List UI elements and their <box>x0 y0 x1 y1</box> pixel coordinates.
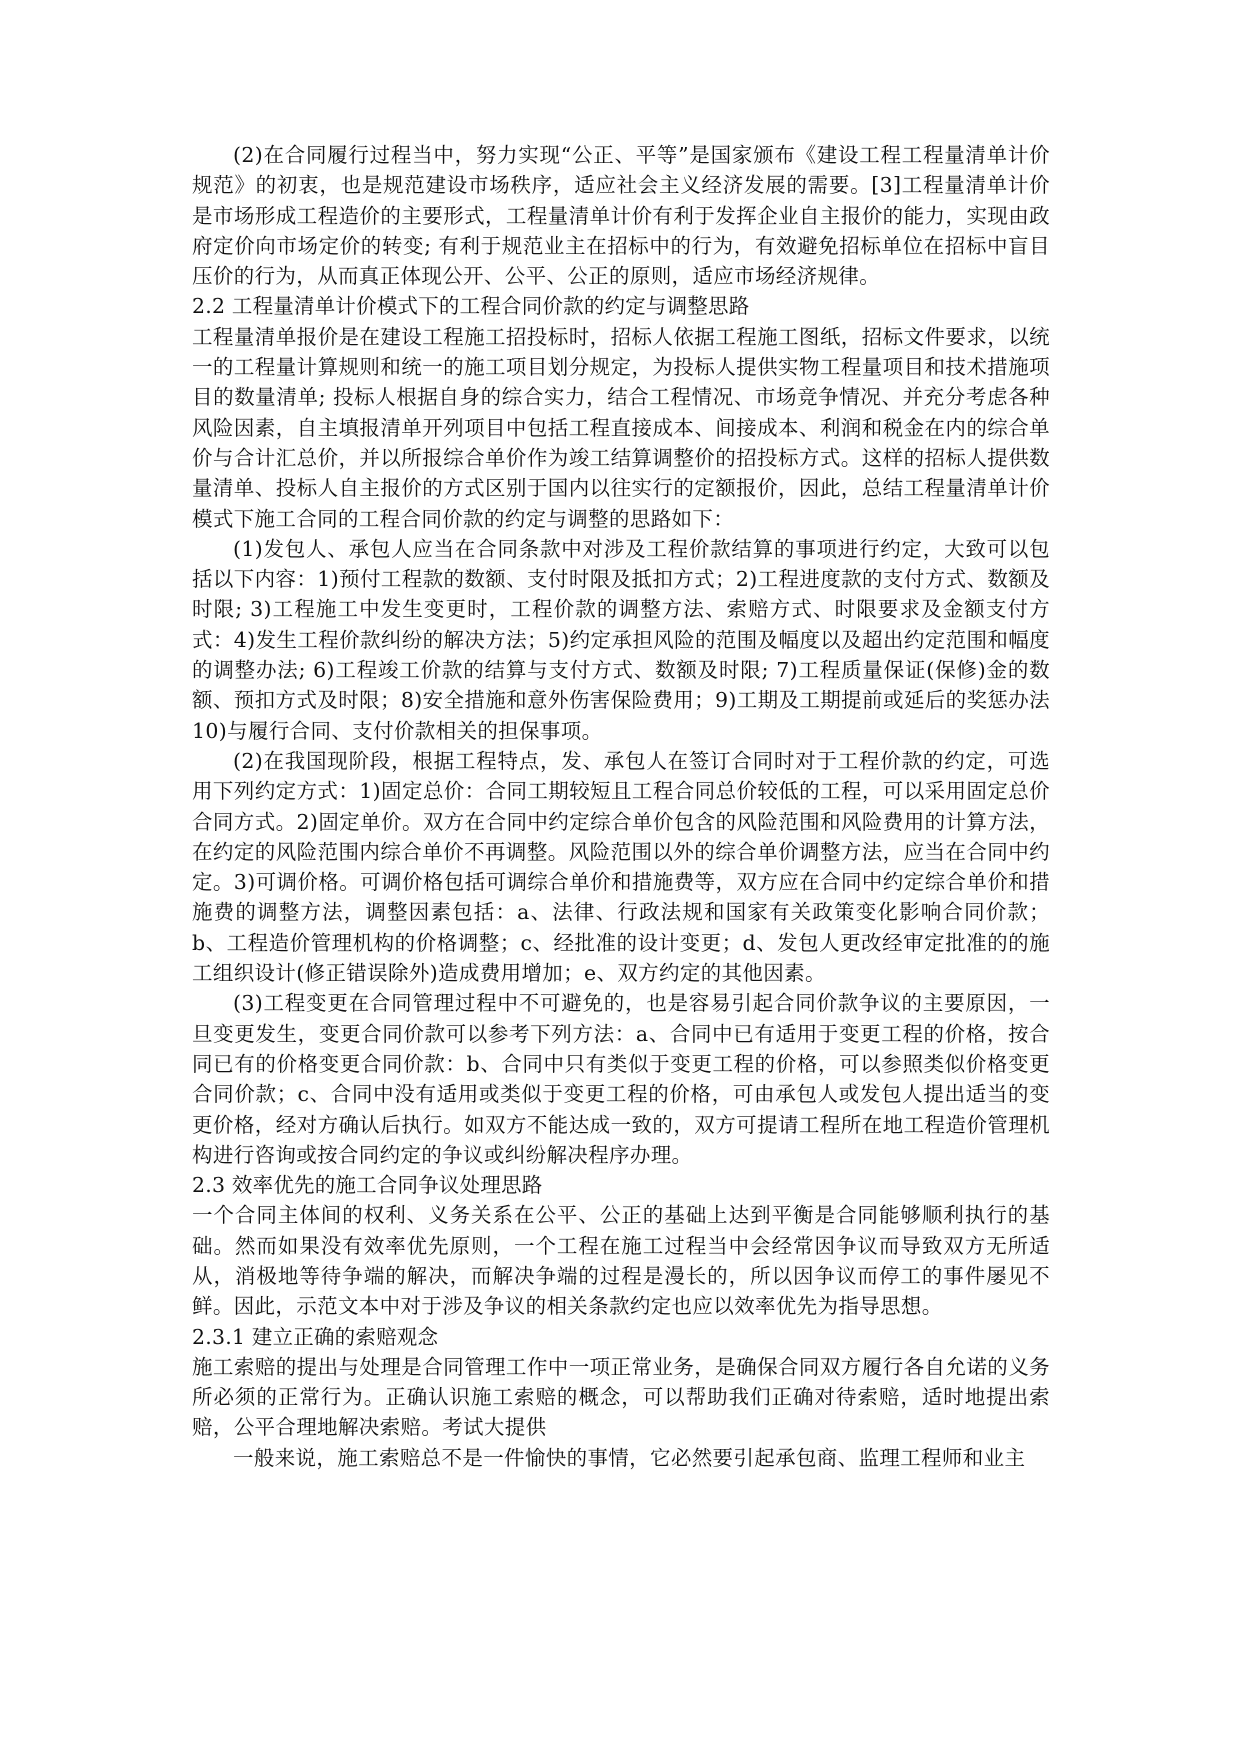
paragraph-price-agreement-methods: (2)在我国现阶段，根据工程特点，发、承包人在签订合同时对于工程价款的约定，可选用下列约定方式：1)固定总价：合同工期较短且工程合同总价较低的工程，可以采用固定总价合同方式。2)固定单价。双方在合同中约定综合单价包含的风险范围和风险费用的计算方法，在约定的风险范围内综合单价不再调整。风险范围以外的综合单价调整方法，应当在合同中约定。3)可调价格。可调价格包括可调综合单价和措施费等，双方应在合同中约定综合单价和措施费的调整方法，调整因素包括：a、法律、行政法规和国家有关政策变化影响合同价款；b、工程造价管理机构的价格调整；c、经批准的设计变更；d、发包人更改经审定批准的的施工组织设计(修正错误除外)造成费用增加；e、双方约定的其他因素。 <box>192 748 1050 986</box>
section-heading-2-2: 2.2 工程量清单计价模式下的工程合同价款的约定与调整思路 <box>192 294 750 319</box>
paragraph-bill-of-quantities: 工程量清单报价是在建设工程施工招投标时，招标人依据工程施工图纸，招标文件要求，以统一的工程量计算规则和统一的施工项目划分规定，为投标人提供实物工程量项目和技术措施项目的数量清单; 投标人根据自身的综合实力，结合工程情况、市场竞争情况、并充分考虑各种风险因素，自主填报清单开列项目中包括工程直接成本、间接成本、利润和税金在内的综合单价与合计汇总价，并以所报综合单价作为竣工结算调整价的招投标方式。这样的招标人提供数量清单、投标人自主报价的方式区别于国内以往实行的定额报价，因此，总结工程量清单计价模式下施工合同的工程合同价款的约定与调整的思路如下： <box>192 324 1050 531</box>
paragraph-efficiency-priority: 一个合同主体间的权利、义务关系在公平、公正的基础上达到平衡是合同能够顺利执行的基础。然而如果没有效率优先原则，一个工程在施工过程当中会经常因争议而导致双方无所适从，消极地等待争端的解决，而解决争端的过程是漫长的，所以因争议而停工的事件屡见不鲜。因此，示范文本中对于涉及争议的相关条款约定也应以效率优先为指导思想。 <box>192 1203 1050 1319</box>
paragraph-claims-concept: 施工索赔的提出与处理是合同管理工作中一项正常业务，是确保合同双方履行各自允诺的义务所必须的正常行为。正确认识施工索赔的概念，可以帮助我们正确对待索赔，适时地提出索赔，公平合理地解决索赔。考试大提供 <box>192 1354 1050 1440</box>
paragraph-fair-equal: (2)在合同履行过程当中，努力实现“公正、平等”是国家颁布《建设工程工程量清单计价规范》的初衷，也是规范建设市场秩序，适应社会主义经济发展的需要。[3]工程量清单计价是市场形成工程造价的主要形式，工程量清单计价有利于发挥企业自主报价的能力，实现由政府定价向市场定价的转变; 有利于规范业主在招标中的行为，有效避免招标单位在招标中盲目压价的行为，从而真正体现公开、公平、公正的原则，适应市场经济规律。 <box>192 143 1050 289</box>
paragraph-settlement-items: (1)发包人、承包人应当在合同条款中对涉及工程价款结算的事项进行约定，大致可以包括以下内容：1)预付工程款的数额、支付时限及抵扣方式；2)工程进度款的支付方式、数额及时限; 3)工程施工中发生变更时，工程价款的调整方法、索赔方式、时限要求及金额支付方式：4)发生工程价款纠纷的解决方法；5)约定承担风险的范围及幅度以及超出约定范围和幅度的调整办法; 6)工程竣工价款的结算与支付方式、数额及时限; 7)工程质量保证(保修)金的数额、预扣方式及时限；8)安全措施和意外伤害保险费用；9)工期及工期提前或延后的奖惩办法 10)与履行合同、支付价款相关的担保事项。 <box>192 536 1050 743</box>
paragraph-engineering-change: (3)工程变更在合同管理过程中不可避免的，也是容易引起合同价款争议的主要原因，一旦变更发生，变更合同价款可以参考下列方法：a、合同中已有适用于变更工程的价格，按合同已有的价格变更合同价款：b、合同中只有类似于变更工程的价格，可以参照类似价格变更合同价款；c、合同中没有适用或类似于变更工程的价格，可由承包人或发包人提出适当的变更价格，经对方确认后执行。如双方不能达成一致的，双方可提请工程所在地工程造价管理机构进行咨询或按合同约定的争议或纠纷解决程序办理。 <box>192 991 1050 1167</box>
section-heading-2-3: 2.3 效率优先的施工合同争议处理思路 <box>192 1173 543 1198</box>
section-heading-2-3-1: 2.3.1 建立正确的索赔观念 <box>192 1324 439 1349</box>
document-page <box>192 140 1050 1473</box>
paragraph-claims-generally: 一般来说，施工索赔总不是一件愉快的事情，它必然要引起承包商、监理工程师和业主 <box>233 1445 1026 1470</box>
